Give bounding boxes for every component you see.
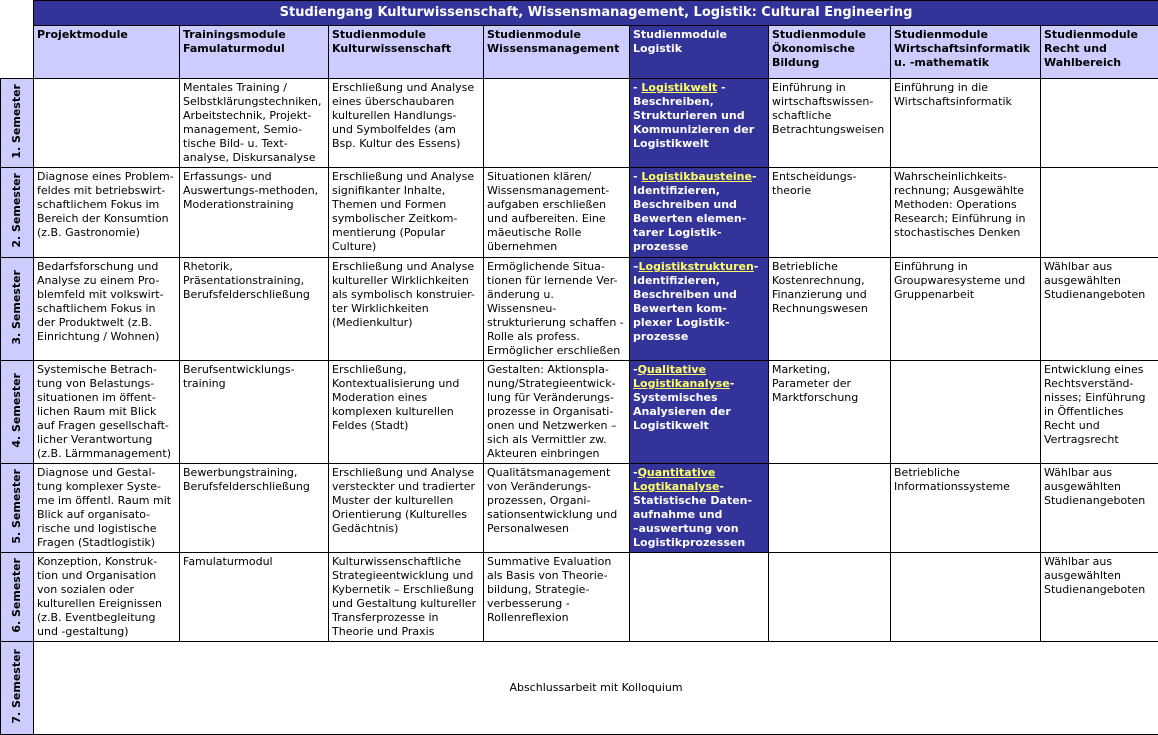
semester-row — [1, 79, 1158, 168]
module-cell: Wählbar aus ausgewählten Studienangeboten — [1041, 464, 1158, 553]
semester-label-text: 7. Semester — [10, 649, 24, 724]
logistik-description: - Identifizieren, Beschreiben und Bewerten elemen- tarer Logistik- prozesse — [633, 170, 757, 253]
module-cell — [1041, 168, 1158, 258]
logistik-module-link[interactable]: Logistikbausteine — [641, 170, 752, 183]
module-cell: Entwicklung eines Rechtsverständ- nisses; Einführung in Öffentliches Recht und Vertragsrecht — [1041, 361, 1158, 464]
final-semester-row — [1, 642, 1158, 735]
module-cell: Wählbar aus ausgewählten Studienangeboten — [1041, 258, 1158, 361]
semester-row — [1, 464, 1158, 553]
module-cell: Gestalten: Aktionspla- nung/Strategieentwick- lung für Veränderungs- prozesse in Organisati- onen und Netzwerken – sich als Vermittler zw. Akteuren einbringen — [484, 361, 630, 464]
module-cell: Einführung in Groupwaresysteme und Gruppenarbeit — [891, 258, 1041, 361]
module-cell: Diagnose und Gestal- tung komplexer Syste- me im öffentl. Raum mit Blick auf organisato- rische und logistische Fragen (Stadtlogistik) — [34, 464, 180, 553]
logistik-description: - Beschreiben, Strukturieren und Kommunizieren der Logistikwelt — [633, 81, 754, 150]
module-cell: Mentales Training / Selbstklärungstechniken, Arbeitstechnik, Projekt- management, Semio- tische Bild- u. Text- analyse, Diskursanalyse — [180, 79, 329, 168]
module-cell: Bewerbungstraining, Berufsfelderschließung — [180, 464, 329, 553]
module-cell — [484, 79, 630, 168]
corner-cell — [1, 26, 34, 79]
module-cell: Systemische Betrach- tung von Belastungs- situationen im öffent- lichen Raum mit Blick auf Fragen gesellschaft- licher Verantwortung (z.B. Lärmmanagement) — [34, 361, 180, 464]
module-cell: Wählbar aus ausgewählten Studienangeboten — [1041, 553, 1158, 642]
module-cell: Einführung in die Wirtschaftsinformatik — [891, 79, 1041, 168]
module-cell — [34, 79, 180, 168]
page-title: Studiengang Kulturwissenschaft, Wissensmanagement, Logistik: Cultural Engineering — [34, 1, 1158, 26]
logistik-module-cell — [630, 464, 769, 553]
module-cell: Erschließung und Analyse versteckter und tradierter Muster der kulturellen Orientierung (Kulturelles Gedächtnis) — [329, 464, 484, 553]
logistik-module-cell — [630, 258, 769, 361]
module-cell: Rhetorik, Präsentationstraining, Berufsfelderschließung — [180, 258, 329, 361]
semester-label-text: 1. Semester — [10, 84, 24, 159]
semester-label-text: 4. Semester — [10, 373, 24, 448]
module-cell — [630, 553, 769, 642]
column-header-5: Studienmodule Ökonomische Bildung — [769, 26, 891, 79]
semester-row — [1, 553, 1158, 642]
module-cell: Summative Evaluation als Basis von Theorie- bildung, Strategie- verbesserung - Rollenreflexion — [484, 553, 630, 642]
module-cell — [891, 553, 1041, 642]
module-cell: Famulaturmodul — [180, 553, 329, 642]
semester-label-text: 6. Semester — [10, 558, 24, 633]
module-cell: Betriebliche Kostenrechnung, Finanzierung und Rechnungswesen — [769, 258, 891, 361]
logistik-module-cell — [630, 168, 769, 258]
logistik-prefix: - — [633, 81, 641, 94]
logistik-module-link[interactable]: Qualitative Logistikanalyse — [633, 363, 730, 390]
logistik-module-link[interactable]: Quantitative Logtikanalyse — [633, 466, 719, 493]
semester-label — [1, 553, 34, 642]
logistik-description: - Statistische Daten- aufnahme und –auswertung von Logistikprozessen — [633, 480, 752, 549]
module-cell: Marketing, Parameter der Marktforschung — [769, 361, 891, 464]
logistik-description: - Systemisches Analysieren der Logistikwelt — [633, 377, 734, 432]
module-cell: Qualitätsmanagement von Veränderungs- prozessen, Organi- sationsentwicklung und Personalwesen — [484, 464, 630, 553]
logistik-prefix: - — [633, 170, 641, 183]
semester-label-text: 5. Semester — [10, 469, 24, 544]
logistik-module-link[interactable]: Logistikwelt — [641, 81, 717, 94]
module-cell: Situationen klären/ Wissensmanagement- aufgaben erschließen und aufbereiten. Eine mäeutische Rolle übernehmen — [484, 168, 630, 258]
module-cell: Erschließung, Kontextualisierung und Moderation eines komplexen kulturellen Feldes (Stadt) — [329, 361, 484, 464]
module-cell: Bedarfsforschung und Analyse zu einem Pro- blemfeld mit volkswirt- schaftlichem Fokus in der Produktwelt (z.B. Einrichtung / Wohnen) — [34, 258, 180, 361]
module-cell: Einführung in wirtschaftswissen- schaftliche Betrachtungsweisen — [769, 79, 891, 168]
module-cell — [769, 464, 891, 553]
semester-label — [1, 361, 34, 464]
semester-label — [1, 464, 34, 553]
semester-label — [1, 258, 34, 361]
semester-row — [1, 168, 1158, 258]
logistik-module-link[interactable]: Logistikstrukturen — [639, 260, 754, 273]
logistik-prefix: - — [633, 363, 638, 376]
column-header-6: Studienmodule Wirtschaftsinformatik u. -mathematik — [891, 26, 1041, 79]
module-cell: Entscheidungs- theorie — [769, 168, 891, 258]
module-cell: Ermöglichende Situa- tionen für lernende Ver- änderung u. Wissensneu- strukturierung schaffen - Rolle als profess. Ermöglicher erschließen — [484, 258, 630, 361]
semester-label-text: 2. Semester — [10, 173, 24, 248]
module-cell: Betriebliche Informationssysteme — [891, 464, 1041, 553]
module-cell: Konzeption, Konstruk- tion und Organisation von sozialen oder kulturellen Ereignissen (z.B. Eventbegleitung und -gestaltung) — [34, 553, 180, 642]
logistik-module-cell — [630, 361, 769, 464]
thesis-cell: Abschlussarbeit mit Kolloquium — [34, 642, 1158, 735]
column-header-2: Studienmodule Kulturwissenschaft — [329, 26, 484, 79]
module-cell — [891, 361, 1041, 464]
semester-label — [1, 168, 34, 258]
module-cell: Erschließung und Analyse signifikanter Inhalte, Themen und Formen symbolischer Zeitkom- mentierung (Popular Culture) — [329, 168, 484, 258]
column-header-7: Studienmodule Recht und Wahlbereich — [1041, 26, 1158, 79]
column-header-3: Studienmodule Wissensmanagement — [484, 26, 630, 79]
module-cell — [769, 553, 891, 642]
module-cell: Erschließung und Analyse kultureller Wirklichkeiten als symbolisch konstruier- ter Wirklichkeiten (Medienkultur) — [329, 258, 484, 361]
semester-row — [1, 361, 1158, 464]
module-cell: Diagnose eines Problem- feldes mit betriebswirt- schaftlichem Fokus im Bereich der Konsumtion (z.B. Gastronomie) — [34, 168, 180, 258]
module-cell: Kulturwissenschaftliche Strategieentwicklung und Kybernetik – Erschließung und Gestaltung kultureller Transferprozesse in Theorie und Praxis — [329, 553, 484, 642]
module-cell — [1041, 79, 1158, 168]
module-cell: Erfassungs- und Auswertungs-methoden, Moderationstraining — [180, 168, 329, 258]
semester-label-text: 3. Semester — [10, 270, 24, 345]
semester-row — [1, 258, 1158, 361]
logistik-description: - Identifizieren, Beschreiben und Bewerten kom- plexer Logistik- prozesse — [633, 260, 758, 343]
module-cell: Wahrscheinlichkeits- rechnung; Ausgewählte Methoden: Operations Research; Einführung in stochastisches Denken — [891, 168, 1041, 258]
semester-label — [1, 642, 34, 735]
logistik-prefix: - — [633, 466, 638, 479]
column-header-1: Trainingsmodule Famulaturmodul — [180, 26, 329, 79]
module-cell: Berufsentwicklungs- training — [180, 361, 329, 464]
column-header-0: Projektmodule — [34, 26, 180, 79]
semester-label — [1, 79, 34, 168]
column-header-4: Studienmodule Logistik — [630, 26, 769, 79]
corner-cell — [1, 1, 34, 26]
logistik-prefix: – — [633, 260, 639, 273]
logistik-module-cell — [630, 79, 769, 168]
module-cell: Erschließung und Analyse eines überschaubaren kulturellen Handlungs- und Symbolfeldes (am Bsp. Kultur des Essens) — [329, 79, 484, 168]
